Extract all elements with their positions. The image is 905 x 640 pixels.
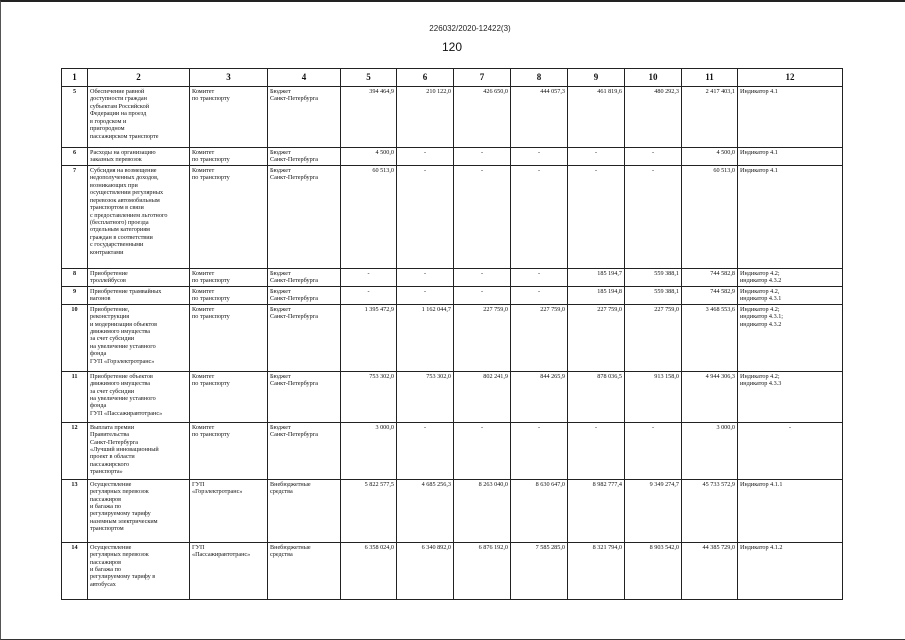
year-amount-cell: - [511,268,568,286]
indicator-cell: Индикатор 4.2; индикатор 4.3.1; индикатор 4.3.2 [738,304,843,371]
year-amount-cell: - [454,165,511,268]
row-number-cell: 5 [62,87,88,148]
executor-cell: Комитет по транспорту [190,165,268,268]
year-amount-cell: 3 000,0 [341,422,397,479]
row-number-cell: 11 [62,371,88,422]
total-amount-cell: 45 733 572,9 [682,479,738,542]
executor-cell: Комитет по транспорту [190,148,268,166]
year-amount-cell: 8 903 542,0 [625,542,682,599]
column-number-3: 3 [190,69,268,87]
year-amount-cell: 480 292,3 [625,87,682,148]
year-amount-cell: 210 122,0 [397,87,454,148]
column-number-6: 6 [397,69,454,87]
column-number-7: 7 [454,69,511,87]
year-amount-cell: 753 302,0 [397,371,454,422]
year-amount-cell: 802 241,9 [454,371,511,422]
activity-name-cell: Приобретение, реконструкция и модернизация объектов движимого имущества за счет субсидии на увеличение уставного фонда ГУП «Горэлектротранс» [88,304,190,371]
indicator-cell: Индикатор 4.2, индикатор 4.3.1 [738,286,843,304]
row-number-cell: 12 [62,422,88,479]
year-amount-cell: 559 388,1 [625,268,682,286]
executor-cell: Комитет по транспорту [190,304,268,371]
column-number-5: 5 [341,69,397,87]
row-number-cell: 10 [62,304,88,371]
total-amount-cell: 3 000,0 [682,422,738,479]
funding-source-cell: Бюджет Санкт-Петербурга [268,286,341,304]
year-amount-cell: - [397,148,454,166]
indicator-cell: Индикатор 4.1 [738,165,843,268]
row-number-cell: 9 [62,286,88,304]
year-amount-cell: - [454,422,511,479]
year-amount-cell: 913 158,0 [625,371,682,422]
table-header [62,69,843,87]
year-amount-cell: 5 822 577,5 [341,479,397,542]
year-amount-cell: 227 759,0 [454,304,511,371]
activity-name-cell: Расходы на организацию заказных перевозок [88,148,190,166]
executor-cell: Комитет по транспорту [190,371,268,422]
year-amount-cell: 8 321 794,0 [568,542,625,599]
funding-source-cell: Бюджет Санкт-Петербурга [268,165,341,268]
year-amount-cell: - [397,165,454,268]
indicator-cell: Индикатор 4.1 [738,87,843,148]
year-amount-cell: 60 513,0 [341,165,397,268]
funding-source-cell: Бюджет Санкт-Петербурга [268,422,341,479]
column-number-4: 4 [268,69,341,87]
funding-source-cell: Внебюджетные средства [268,542,341,599]
year-amount-cell: 1 162 044,7 [397,304,454,371]
column-number-10: 10 [625,69,682,87]
table-row [62,371,843,422]
year-amount-cell: 8 630 647,0 [511,479,568,542]
year-amount-cell: 6 358 024,0 [341,542,397,599]
budget-table [61,68,843,600]
indicator-cell: Индикатор 4.2; индикатор 4.3.2 [738,268,843,286]
year-amount-cell: 185 194,7 [568,268,625,286]
executor-cell: Комитет по транспорту [190,87,268,148]
year-amount-cell: 426 650,0 [454,87,511,148]
year-amount-cell: 227 759,0 [568,304,625,371]
indicator-cell: Индикатор 4.1.2 [738,542,843,599]
column-number-9: 9 [568,69,625,87]
table-row [62,87,843,148]
year-amount-cell: 1 395 472,9 [341,304,397,371]
page-number: 120 [441,40,463,54]
funding-source-cell: Бюджет Санкт-Петербурга [268,268,341,286]
funding-source-cell: Бюджет Санкт-Петербурга [268,371,341,422]
table-row [62,304,843,371]
row-number-cell: 6 [62,148,88,166]
row-number-cell: 14 [62,542,88,599]
year-amount-cell: - [454,286,511,304]
indicator-cell: Индикатор 4.2; индикатор 4.3.3 [738,371,843,422]
funding-source-cell: Бюджет Санкт-Петербурга [268,148,341,166]
year-amount-cell: 394 464,9 [341,87,397,148]
year-amount-cell: - [397,268,454,286]
executor-cell: Комитет по транспорту [190,422,268,479]
year-amount-cell: 227 759,0 [625,304,682,371]
activity-name-cell: Осуществление регулярных перевозок пассажиров и багажа по регулируемому тарифу в автобусах [88,542,190,599]
year-amount-cell: - [625,165,682,268]
executor-cell: Комитет по транспорту [190,286,268,304]
document-number: 226032/2020-12422(3) [429,24,511,33]
table-row [62,479,843,542]
activity-name-cell: Приобретение трамвайных вагонов [88,286,190,304]
total-amount-cell: 744 582,8 [682,268,738,286]
year-amount-cell: - [568,148,625,166]
year-amount-cell: 753 302,0 [341,371,397,422]
funding-source-cell: Бюджет Санкт-Петербурга [268,304,341,371]
year-amount-cell: 559 388,1 [625,286,682,304]
table-body [62,87,843,600]
table-row [62,165,843,268]
column-number-8: 8 [511,69,568,87]
activity-name-cell: Выплата премии Правительства Санкт-Петербурга «Лучший инновационный проект в области пассажирского транспорта» [88,422,190,479]
activity-name-cell: Обеспечение равной доступности граждан субъектам Российской Федерации на проезд в городском и пригородном пассажирском транспорте [88,87,190,148]
year-amount-cell: - [454,148,511,166]
column-number-1: 1 [62,69,88,87]
activity-name-cell: Субсидия на возмещение недополученных доходов, возникающих при осуществлении регулярных перевозок автомобильным транспортом в связи с предоставлением льготного (бесплатного) проезда отдельным категориям граждан в соответствии с государственными контрактами [88,165,190,268]
year-amount-cell: - [568,422,625,479]
year-amount-cell: - [454,268,511,286]
year-amount-cell: 8 982 777,4 [568,479,625,542]
executor-cell: ГУП «Пассажиравтотранс» [190,542,268,599]
year-amount-cell: - [341,268,397,286]
year-amount-cell: 878 036,5 [568,371,625,422]
total-amount-cell: 4 944 306,3 [682,371,738,422]
column-number-11: 11 [682,69,738,87]
year-amount-cell: - [341,286,397,304]
year-amount-cell: - [511,148,568,166]
total-amount-cell: 60 513,0 [682,165,738,268]
year-amount-cell: - [511,286,568,304]
table-row [62,148,843,166]
activity-name-cell: Приобретение троллейбусов [88,268,190,286]
year-amount-cell: 4 500,0 [341,148,397,166]
indicator-cell: Индикатор 4.1 [738,148,843,166]
column-number-12: 12 [738,69,843,87]
executor-cell: Комитет по транспорту [190,268,268,286]
year-amount-cell: 9 349 274,7 [625,479,682,542]
indicator-cell: - [738,422,843,479]
total-amount-cell: 744 582,9 [682,286,738,304]
year-amount-cell: - [397,286,454,304]
table-row [62,268,843,286]
column-number-row [62,69,843,87]
year-amount-cell: 844 265,9 [511,371,568,422]
column-number-2: 2 [88,69,190,87]
total-amount-cell: 2 417 403,1 [682,87,738,148]
year-amount-cell: 461 819,6 [568,87,625,148]
table-row [62,286,843,304]
activity-name-cell: Приобретение объектов движимого имущества за счет субсидии на увеличение уставного фонда ГУП «Пассажиравтотранс» [88,371,190,422]
funding-source-cell: Внебюджетные средства [268,479,341,542]
year-amount-cell: 8 263 040,0 [454,479,511,542]
executor-cell: ГУП «Горэлектротранс» [190,479,268,542]
year-amount-cell: - [625,422,682,479]
table-row [62,422,843,479]
row-number-cell: 13 [62,479,88,542]
year-amount-cell: 7 585 285,0 [511,542,568,599]
activity-name-cell: Осуществление регулярных перевозок пассажиров и багажа по регулируемому тарифу наземным электрическим транспортом [88,479,190,542]
row-number-cell: 7 [62,165,88,268]
row-number-cell: 8 [62,268,88,286]
year-amount-cell: 185 194,8 [568,286,625,304]
funding-source-cell: Бюджет Санкт-Петербурга [268,87,341,148]
year-amount-cell: 4 685 256,3 [397,479,454,542]
year-amount-cell: 6 876 192,0 [454,542,511,599]
total-amount-cell: 44 385 729,0 [682,542,738,599]
year-amount-cell: 6 340 892,0 [397,542,454,599]
total-amount-cell: 3 468 553,6 [682,304,738,371]
table-row [62,542,843,599]
year-amount-cell: - [625,148,682,166]
year-amount-cell: 444 057,3 [511,87,568,148]
year-amount-cell: - [511,165,568,268]
total-amount-cell: 4 500,0 [682,148,738,166]
year-amount-cell: 227 759,0 [511,304,568,371]
year-amount-cell: - [568,165,625,268]
year-amount-cell: - [511,422,568,479]
year-amount-cell: - [397,422,454,479]
indicator-cell: Индикатор 4.1.1 [738,479,843,542]
